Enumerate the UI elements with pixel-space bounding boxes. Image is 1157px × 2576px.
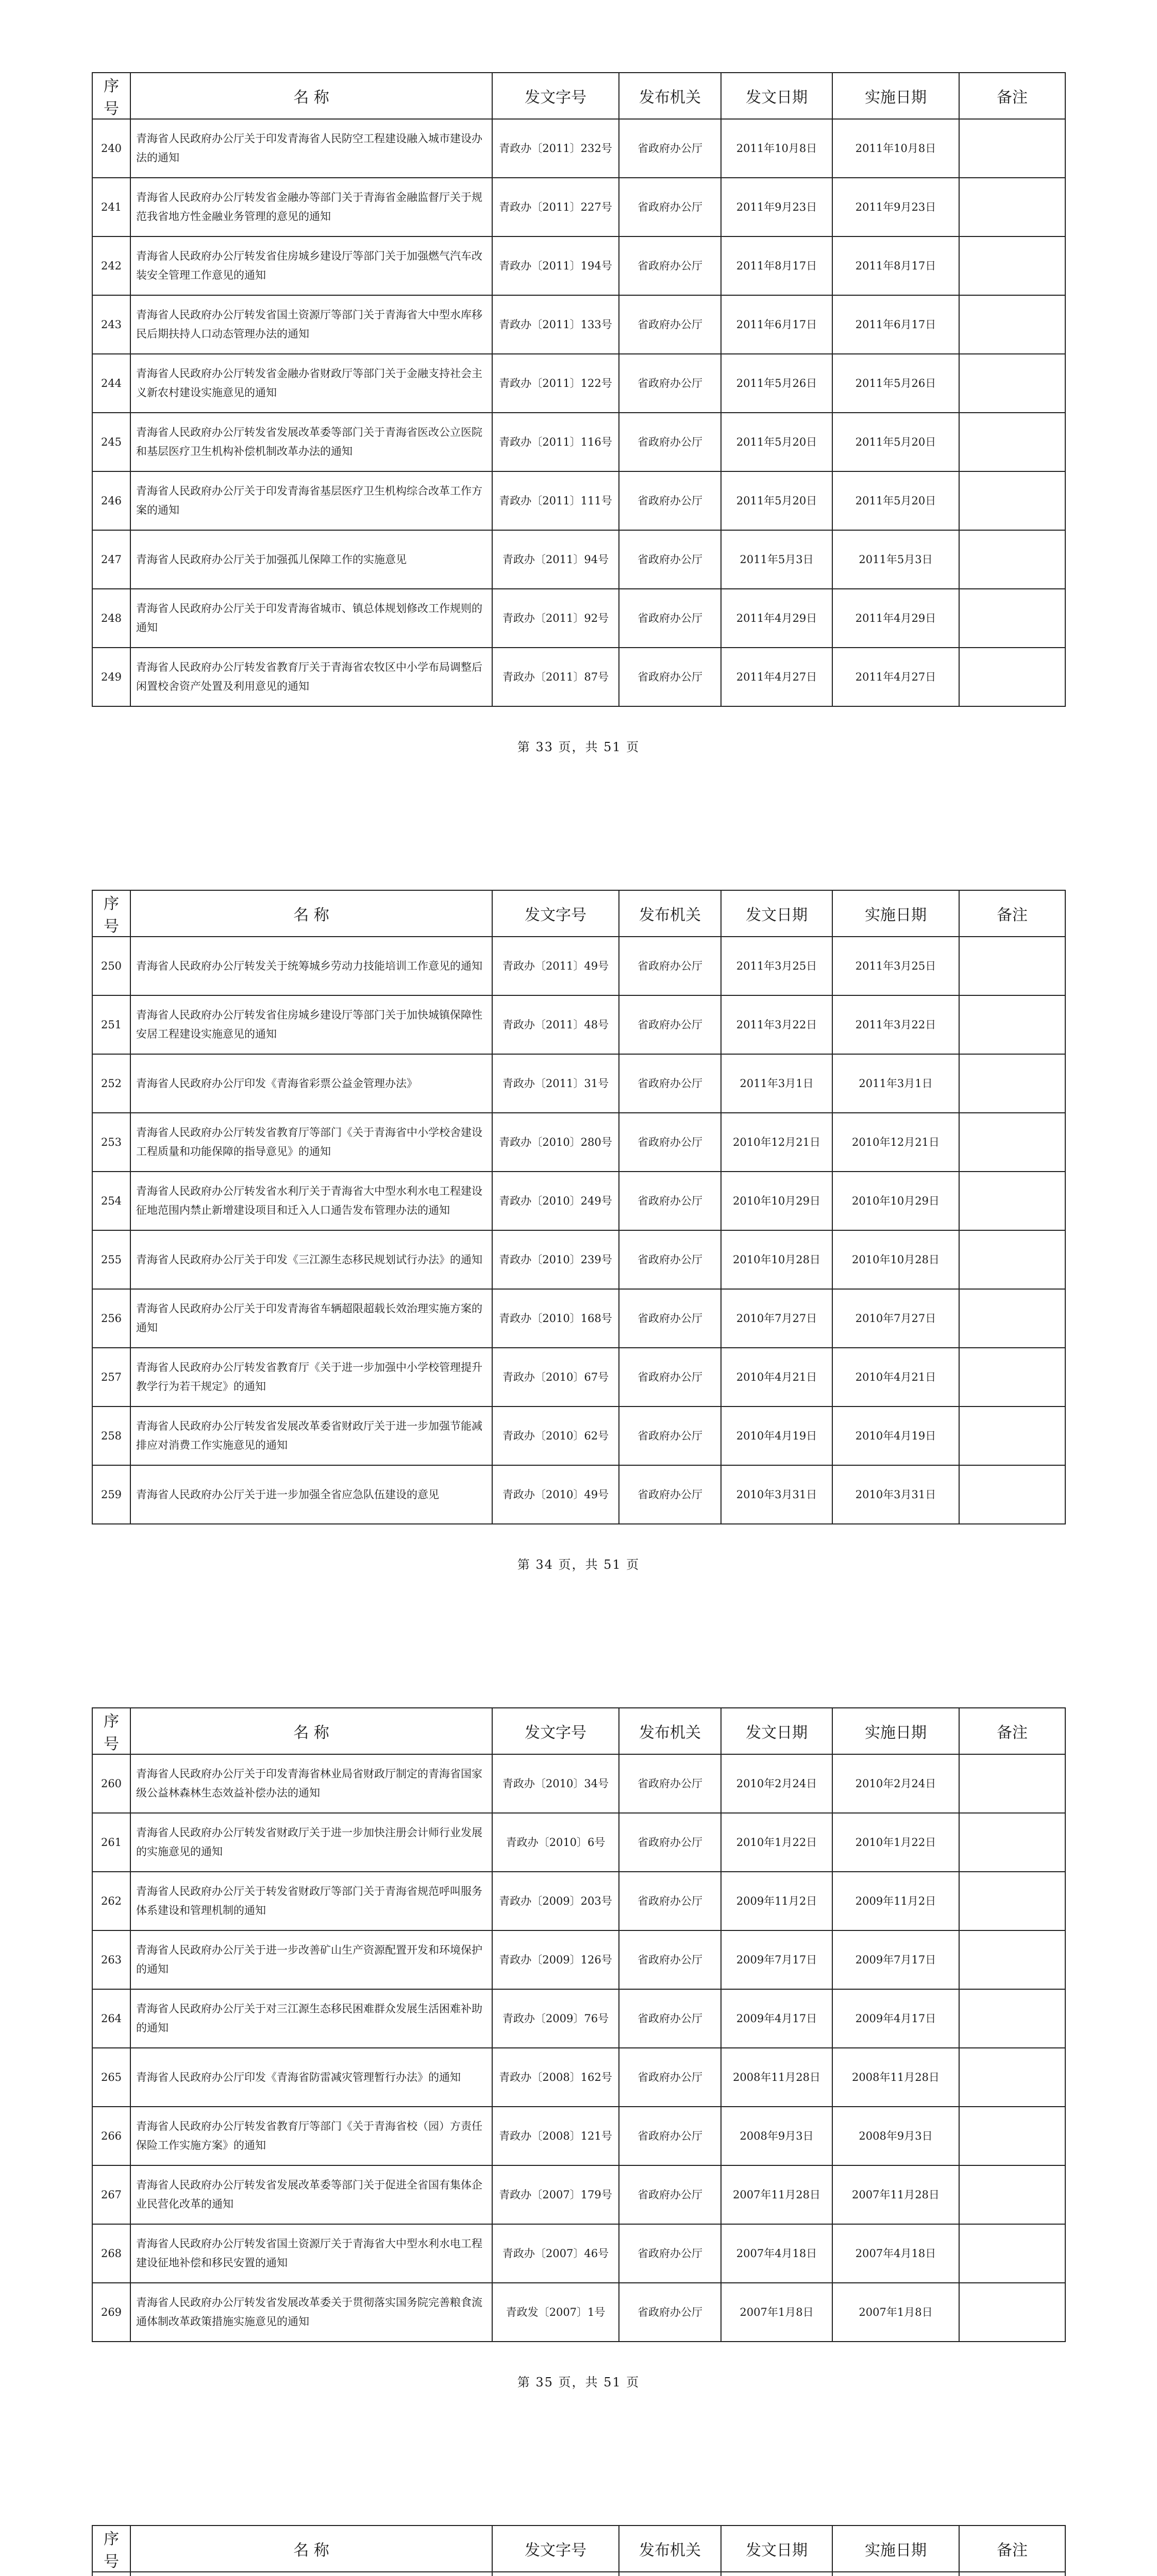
cell-remark bbox=[959, 354, 1065, 413]
cell-issue-date: 2011年5月20日 bbox=[721, 471, 832, 530]
cell-effective-date: 2010年4月21日 bbox=[832, 1348, 959, 1406]
cell-name: 青海省人民政府办公厅关于印发青海省车辆超限超载长效治理实施方案的通知 bbox=[130, 1289, 492, 1348]
cell-remark bbox=[959, 589, 1065, 648]
cell-name: 青海省人民政府办公厅转发省发展改革委等部门关于促进全省国有集体企业民营化改革的通知 bbox=[130, 2165, 492, 2224]
cell-seq: 260 bbox=[92, 1754, 130, 1813]
cell-name: 青海省人民政府办公厅转发省发展改革委关于贯彻落实国务院完善粮食流通体制改革政策措施实施意见的通知 bbox=[130, 2283, 492, 2342]
cell-issue-date: 2011年9月23日 bbox=[721, 178, 832, 236]
cell-effective-date: 2011年4月29日 bbox=[832, 589, 959, 648]
column-header-effective-date: 实施日期 bbox=[832, 2526, 959, 2572]
cell-seq: 247 bbox=[92, 530, 130, 589]
cell-doc-no: 青政办〔2011〕94号 bbox=[492, 530, 619, 589]
cell-effective-date: 2011年5月26日 bbox=[832, 354, 959, 413]
cell-seq: 263 bbox=[92, 1930, 130, 1989]
cell-remark bbox=[959, 2107, 1065, 2165]
cell-effective-date: 2007年11月28日 bbox=[832, 2165, 959, 2224]
cell-seq: 246 bbox=[92, 471, 130, 530]
cell-issue-date: 2007年1月8日 bbox=[721, 2283, 832, 2342]
cell-remark bbox=[959, 2572, 1065, 2576]
cell-effective-date: 2009年11月2日 bbox=[832, 1872, 959, 1930]
cell-remark bbox=[959, 1930, 1065, 1989]
cell-effective-date: 2007年4月18日 bbox=[832, 2224, 959, 2283]
cell-doc-no: 青政办〔2011〕133号 bbox=[492, 295, 619, 354]
cell-seq: 258 bbox=[92, 1406, 130, 1465]
column-header-issuer: 发布机关 bbox=[619, 2526, 721, 2572]
cell-name: 青海省人民政府办公厅转发省国土资源厅关于青海省大中型水利水电工程建设征地补偿和移民安置的通知 bbox=[130, 2224, 492, 2283]
column-header-issuer: 发布机关 bbox=[619, 1708, 721, 1754]
table-row bbox=[92, 413, 1065, 471]
regulation-table bbox=[92, 890, 1066, 1524]
cell-issuer: 省政府办公厅 bbox=[619, 2107, 721, 2165]
cell-name: 青海省人民政府办公厅转发省教育厅等部门《关于青海省中小学校舍建设工程质量和功能保障的指导意见》的通知 bbox=[130, 1113, 492, 1172]
cell-remark bbox=[959, 1172, 1065, 1230]
cell-seq bbox=[92, 2572, 130, 2576]
cell-issuer: 省政府办公厅 bbox=[619, 2165, 721, 2224]
cell-doc-no: 青政办〔2007〕46号 bbox=[492, 2224, 619, 2283]
cell-seq: 264 bbox=[92, 1989, 130, 2048]
regulation-table bbox=[92, 2525, 1066, 2576]
cell-doc-no: 青政办〔2010〕34号 bbox=[492, 1754, 619, 1813]
cell-effective-date: 2011年9月23日 bbox=[832, 178, 959, 236]
cell-issuer: 省政府办公厅 bbox=[619, 530, 721, 589]
cell-effective-date: 2009年4月17日 bbox=[832, 1989, 959, 2048]
cell-effective-date: 2010年4月19日 bbox=[832, 1406, 959, 1465]
cell-issue-date: 2011年5月26日 bbox=[721, 354, 832, 413]
cell-seq: 255 bbox=[92, 1230, 130, 1289]
cell-issuer: 省政府办公厅 bbox=[619, 119, 721, 178]
cell-seq: 261 bbox=[92, 1813, 130, 1872]
cell-doc-no: 青政办〔2009〕126号 bbox=[492, 1930, 619, 1989]
cell-name: 青海省人民政府办公厅转发省住房城乡建设厅等部门关于加快城镇保障性安居工程建设实施意见的通知 bbox=[130, 995, 492, 1054]
cell-issue-date: 2010年10月29日 bbox=[721, 1172, 832, 1230]
cell-doc-no: 青政办〔2010〕239号 bbox=[492, 1230, 619, 1289]
cell-issuer: 省政府办公厅 bbox=[619, 354, 721, 413]
table-header-row bbox=[92, 890, 1065, 937]
column-header-name: 名 称 bbox=[130, 73, 492, 119]
cell-doc-no: 青政办〔2011〕49号 bbox=[492, 937, 619, 995]
cell-effective-date: 2011年5月20日 bbox=[832, 471, 959, 530]
table-row bbox=[92, 2165, 1065, 2224]
cell-issuer: 省政府办公厅 bbox=[619, 1113, 721, 1172]
table-header-row bbox=[92, 2526, 1065, 2572]
table-row bbox=[92, 1465, 1065, 1524]
cell-effective-date: 2008年11月28日 bbox=[832, 2048, 959, 2107]
table-body bbox=[92, 2572, 1065, 2576]
cell-issuer: 省政府办公厅 bbox=[619, 1172, 721, 1230]
cell-issuer: 省政府办公厅 bbox=[619, 236, 721, 295]
cell-issuer: 省政府办公厅 bbox=[619, 1465, 721, 1524]
cell-seq: 269 bbox=[92, 2283, 130, 2342]
column-header-seq: 序号 bbox=[92, 1708, 130, 1754]
cell-name: 青海省人民政府办公厅转发省水利厅关于青海省大中型水利水电工程建设征地范围内禁止新增建设项目和迁入人口通告发布管理办法的通知 bbox=[130, 1172, 492, 1230]
cell-remark bbox=[959, 236, 1065, 295]
cell-name: 青海省人民政府办公厅转发省财政厅关于进一步加快注册会计师行业发展的实施意见的通知 bbox=[130, 1813, 492, 1872]
table-header-row bbox=[92, 1708, 1065, 1754]
cell-remark bbox=[959, 1754, 1065, 1813]
cell-doc-no: 青政办〔2009〕76号 bbox=[492, 1989, 619, 2048]
cell-effective-date: 2011年3月22日 bbox=[832, 995, 959, 1054]
cell-doc-no: 青政办〔2011〕227号 bbox=[492, 178, 619, 236]
table-row bbox=[92, 1289, 1065, 1348]
cell-seq: 252 bbox=[92, 1054, 130, 1113]
table-row bbox=[92, 2107, 1065, 2165]
cell-effective-date: 2011年10月8日 bbox=[832, 119, 959, 178]
column-header-seq: 序号 bbox=[92, 2526, 130, 2572]
cell-issuer: 省政府办公厅 bbox=[619, 1348, 721, 1406]
cell-seq: 265 bbox=[92, 2048, 130, 2107]
table-row bbox=[92, 471, 1065, 530]
column-header-doc-no: 发文字号 bbox=[492, 73, 619, 119]
cell-seq: 253 bbox=[92, 1113, 130, 1172]
cell-effective-date: 2011年4月27日 bbox=[832, 648, 959, 706]
cell-remark bbox=[959, 2224, 1065, 2283]
column-header-name: 名 称 bbox=[130, 890, 492, 937]
cell-name: 青海省人民政府办公厅关于印发青海省基层医疗卫生机构综合改革工作方案的通知 bbox=[130, 471, 492, 530]
cell-name: 青海省人民政府办公厅转发省教育厅关于青海省农牧区中小学布局调整后闲置校舍资产处置及利用意见的通知 bbox=[130, 648, 492, 706]
cell-name: 青海省人民政府办公厅转发省发展改革委等部门关于青海省医改公立医院和基层医疗卫生机构补偿机制改革办法的通知 bbox=[130, 413, 492, 471]
cell-name: 青海省人民政府办公厅关于印发青海省林业局省财政厅制定的青海省国家级公益林森林生态效益补偿办法的通知 bbox=[130, 1754, 492, 1813]
table-row bbox=[92, 937, 1065, 995]
cell-remark bbox=[959, 2283, 1065, 2342]
cell-doc-no: 青政办〔2010〕62号 bbox=[492, 1406, 619, 1465]
cell-issue-date: 2009年4月17日 bbox=[721, 1989, 832, 2048]
table-row bbox=[92, 1989, 1065, 2048]
cell-remark bbox=[959, 1872, 1065, 1930]
cell-seq: 249 bbox=[92, 648, 130, 706]
cell-doc-no: 青政办〔2011〕48号 bbox=[492, 995, 619, 1054]
cell-name: 青海省人民政府办公厅关于印发青海省城市、镇总体规划修改工作规则的通知 bbox=[130, 589, 492, 648]
cell-issue-date: 2011年3月1日 bbox=[721, 1054, 832, 1113]
cell-issue-date: 2010年4月19日 bbox=[721, 1406, 832, 1465]
cell-name: 青海省人民政府办公厅关于印发青海省人民防空工程建设融入城市建设办法的通知 bbox=[130, 119, 492, 178]
cell-remark bbox=[959, 1989, 1065, 2048]
cell-name: 青海省人民政府办公厅关于进一步改善矿山生产资源配置开发和环境保护的通知 bbox=[130, 1930, 492, 1989]
cell-effective-date: 2010年3月31日 bbox=[832, 1465, 959, 1524]
cell-remark bbox=[959, 1054, 1065, 1113]
cell-seq: 257 bbox=[92, 1348, 130, 1406]
column-header-issuer: 发布机关 bbox=[619, 890, 721, 937]
table-header-row bbox=[92, 73, 1065, 119]
cell-issuer: 省政府办公厅 bbox=[619, 937, 721, 995]
column-header-issue-date: 发文日期 bbox=[721, 1708, 832, 1754]
cell-issue-date: 2010年10月28日 bbox=[721, 1230, 832, 1289]
cell-doc-no: 青政办〔2010〕280号 bbox=[492, 1113, 619, 1172]
document-page bbox=[0, 1635, 1157, 2453]
cell-effective-date: 2011年6月17日 bbox=[832, 295, 959, 354]
column-header-doc-no: 发文字号 bbox=[492, 1708, 619, 1754]
cell-issue-date: 2011年3月22日 bbox=[721, 995, 832, 1054]
cell-issuer: 省政府办公厅 bbox=[619, 1989, 721, 2048]
table-row bbox=[92, 1872, 1065, 1930]
cell-issuer: 省政府办公厅 bbox=[619, 1289, 721, 1348]
cell-seq: 256 bbox=[92, 1289, 130, 1348]
cell-name: 青海省人民政府办公厅关于印发《三江源生态移民规划试行办法》的通知 bbox=[130, 1230, 492, 1289]
cell-name: 青海省人民政府办公厅转发省金融办省财政厅等部门关于金融支持社会主义新农村建设实施意见的通知 bbox=[130, 354, 492, 413]
cell-seq: 242 bbox=[92, 236, 130, 295]
cell-issuer bbox=[619, 2572, 721, 2576]
cell-remark bbox=[959, 648, 1065, 706]
cell-issuer: 省政府办公厅 bbox=[619, 295, 721, 354]
cell-remark bbox=[959, 1113, 1065, 1172]
cell-issue-date: 2010年7月27日 bbox=[721, 1289, 832, 1348]
cell-doc-no: 青政办〔2011〕116号 bbox=[492, 413, 619, 471]
cell-issue-date: 2011年8月17日 bbox=[721, 236, 832, 295]
table-row bbox=[92, 1054, 1065, 1113]
cell-doc-no: 青政办〔2009〕203号 bbox=[492, 1872, 619, 1930]
table-row bbox=[92, 2224, 1065, 2283]
cell-doc-no: 青政办〔2011〕232号 bbox=[492, 119, 619, 178]
cell-issuer: 省政府办公厅 bbox=[619, 648, 721, 706]
column-header-remark: 备注 bbox=[959, 2526, 1065, 2572]
cell-seq: 268 bbox=[92, 2224, 130, 2283]
cell-name: 青海省人民政府办公厅转发省国土资源厅等部门关于青海省大中型水库移民后期扶持人口动态管理办法的通知 bbox=[130, 295, 492, 354]
cell-doc-no: 青政办〔2011〕194号 bbox=[492, 236, 619, 295]
cell-doc-no: 青政办〔2011〕122号 bbox=[492, 354, 619, 413]
cell-remark bbox=[959, 1230, 1065, 1289]
cell-effective-date: 2011年8月17日 bbox=[832, 236, 959, 295]
cell-name: 青海省人民政府办公厅转发关于统筹城乡劳动力技能培训工作意见的通知 bbox=[130, 937, 492, 995]
document-page bbox=[0, 0, 1157, 818]
cell-doc-no: 青政发〔2007〕1号 bbox=[492, 2283, 619, 2342]
cell-name: 青海省人民政府办公厅关于转发省财政厅等部门关于青海省规范呼叫服务体系建设和管理机制的通知 bbox=[130, 1872, 492, 1930]
cell-name: 青海省人民政府办公厅转发省住房城乡建设厅等部门关于加强燃气汽车改装安全管理工作意见的通知 bbox=[130, 236, 492, 295]
cell-name: 青海省人民政府办公厅印发《青海省彩票公益金管理办法》 bbox=[130, 1054, 492, 1113]
cell-issuer: 省政府办公厅 bbox=[619, 2224, 721, 2283]
cell-issue-date: 2011年5月20日 bbox=[721, 413, 832, 471]
cell-seq: 267 bbox=[92, 2165, 130, 2224]
table-row bbox=[92, 1813, 1065, 1872]
cell-effective-date: 2007年1月8日 bbox=[832, 2283, 959, 2342]
table-row bbox=[92, 354, 1065, 413]
cell-effective-date: 2008年9月3日 bbox=[832, 2107, 959, 2165]
table-row bbox=[92, 1754, 1065, 1813]
cell-doc-no: 青政办〔2010〕67号 bbox=[492, 1348, 619, 1406]
cell-issue-date: 2011年4月27日 bbox=[721, 648, 832, 706]
cell-issuer: 省政府办公厅 bbox=[619, 413, 721, 471]
cell-remark bbox=[959, 530, 1065, 589]
table-row bbox=[92, 1113, 1065, 1172]
cell-issuer: 省政府办公厅 bbox=[619, 995, 721, 1054]
column-header-issue-date: 发文日期 bbox=[721, 2526, 832, 2572]
cell-remark bbox=[959, 471, 1065, 530]
cell-remark bbox=[959, 1406, 1065, 1465]
cell-issue-date: 2010年1月22日 bbox=[721, 1813, 832, 1872]
cell-seq: 243 bbox=[92, 295, 130, 354]
cell-name: 青海省人民政府办公厅关于对三江源生态移民困难群众发展生活困难补助的通知 bbox=[130, 1989, 492, 2048]
cell-doc-no bbox=[492, 2572, 619, 2576]
cell-effective-date: 2010年1月22日 bbox=[832, 1813, 959, 1872]
page-number-footer: 第 35 页，共 51 页 bbox=[517, 2375, 640, 2389]
cell-effective-date: 2011年3月1日 bbox=[832, 1054, 959, 1113]
cell-seq: 240 bbox=[92, 119, 130, 178]
document-page bbox=[0, 2453, 1157, 2576]
cell-effective-date: 2011年3月25日 bbox=[832, 937, 959, 995]
page-number-footer: 第 33 页，共 51 页 bbox=[517, 740, 640, 754]
table-row bbox=[92, 1230, 1065, 1289]
table-row bbox=[92, 1348, 1065, 1406]
column-header-effective-date: 实施日期 bbox=[832, 1708, 959, 1754]
column-header-effective-date: 实施日期 bbox=[832, 890, 959, 937]
cell-remark bbox=[959, 2048, 1065, 2107]
cell-issue-date: 2011年3月25日 bbox=[721, 937, 832, 995]
document-page bbox=[0, 818, 1157, 1635]
cell-effective-date: 2009年7月17日 bbox=[832, 1930, 959, 1989]
table-row bbox=[92, 1172, 1065, 1230]
column-header-doc-no: 发文字号 bbox=[492, 890, 619, 937]
cell-name: 青海省人民政府办公厅转发省发展改革委省财政厅关于进一步加强节能减排应对消费工作实施意见的通知 bbox=[130, 1406, 492, 1465]
cell-issue-date: 2010年2月24日 bbox=[721, 1754, 832, 1813]
cell-issuer: 省政府办公厅 bbox=[619, 1872, 721, 1930]
cell-name: 青海省人民政府办公厅转发省金融办等部门关于青海省金融监督厅关于规范我省地方性金融业务管理的意见的通知 bbox=[130, 178, 492, 236]
cell-issue-date: 2011年5月3日 bbox=[721, 530, 832, 589]
column-header-remark: 备注 bbox=[959, 890, 1065, 937]
cell-issue-date: 2011年10月8日 bbox=[721, 119, 832, 178]
table-row bbox=[92, 2048, 1065, 2107]
cell-doc-no: 青政办〔2011〕111号 bbox=[492, 471, 619, 530]
table-body bbox=[92, 1754, 1065, 2342]
cell-issue-date: 2007年4月18日 bbox=[721, 2224, 832, 2283]
table-row bbox=[92, 178, 1065, 236]
table-row bbox=[92, 589, 1065, 648]
cell-issue-date bbox=[721, 2572, 832, 2576]
cell-issue-date: 2009年11月2日 bbox=[721, 1872, 832, 1930]
cell-doc-no: 青政办〔2011〕92号 bbox=[492, 589, 619, 648]
table-row bbox=[92, 295, 1065, 354]
table-row bbox=[92, 995, 1065, 1054]
cell-issuer: 省政府办公厅 bbox=[619, 1230, 721, 1289]
cell-seq: 262 bbox=[92, 1872, 130, 1930]
column-header-name: 名 称 bbox=[130, 2526, 492, 2572]
table-row bbox=[92, 2283, 1065, 2342]
table-row bbox=[92, 1930, 1065, 1989]
cell-seq: 254 bbox=[92, 1172, 130, 1230]
column-header-effective-date: 实施日期 bbox=[832, 73, 959, 119]
cell-effective-date: 2011年5月20日 bbox=[832, 413, 959, 471]
regulation-table bbox=[92, 72, 1066, 707]
cell-doc-no: 青政办〔2010〕6号 bbox=[492, 1813, 619, 1872]
table-row bbox=[92, 119, 1065, 178]
cell-doc-no: 青政办〔2008〕121号 bbox=[492, 2107, 619, 2165]
cell-doc-no: 青政办〔2011〕31号 bbox=[492, 1054, 619, 1113]
cell-issue-date: 2007年11月28日 bbox=[721, 2165, 832, 2224]
cell-doc-no: 青政办〔2010〕249号 bbox=[492, 1172, 619, 1230]
cell-seq: 251 bbox=[92, 995, 130, 1054]
cell-issue-date: 2011年6月17日 bbox=[721, 295, 832, 354]
table-body bbox=[92, 119, 1065, 706]
cell-seq: 241 bbox=[92, 178, 130, 236]
cell-remark bbox=[959, 178, 1065, 236]
cell-seq: 250 bbox=[92, 937, 130, 995]
cell-doc-no: 青政办〔2010〕49号 bbox=[492, 1465, 619, 1524]
cell-name: 青海省人民政府办公厅转发省教育厅《关于进一步加强中小学校管理提升教学行为若干规定》的通知 bbox=[130, 1348, 492, 1406]
column-header-issue-date: 发文日期 bbox=[721, 890, 832, 937]
column-header-doc-no: 发文字号 bbox=[492, 2526, 619, 2572]
cell-issue-date: 2011年4月29日 bbox=[721, 589, 832, 648]
cell-seq: 259 bbox=[92, 1465, 130, 1524]
column-header-remark: 备注 bbox=[959, 1708, 1065, 1754]
cell-issuer: 省政府办公厅 bbox=[619, 471, 721, 530]
cell-doc-no: 青政办〔2008〕162号 bbox=[492, 2048, 619, 2107]
cell-name: 青海省人民政府办公厅转发省教育厅等部门《关于青海省校（园）方责任保险工作实施方案》的通知 bbox=[130, 2107, 492, 2165]
cell-issuer: 省政府办公厅 bbox=[619, 2283, 721, 2342]
column-header-seq: 序号 bbox=[92, 73, 130, 119]
cell-name bbox=[130, 2572, 492, 2576]
cell-remark bbox=[959, 937, 1065, 995]
column-header-issue-date: 发文日期 bbox=[721, 73, 832, 119]
cell-effective-date: 2010年10月28日 bbox=[832, 1230, 959, 1289]
cell-issue-date: 2010年12月21日 bbox=[721, 1113, 832, 1172]
cell-effective-date bbox=[832, 2572, 959, 2576]
cell-effective-date: 2010年7月27日 bbox=[832, 1289, 959, 1348]
cell-issue-date: 2009年7月17日 bbox=[721, 1930, 832, 1989]
page-number-footer: 第 34 页，共 51 页 bbox=[517, 1557, 640, 1572]
cell-issuer: 省政府办公厅 bbox=[619, 1813, 721, 1872]
cell-name: 青海省人民政府办公厅关于进一步加强全省应急队伍建设的意见 bbox=[130, 1465, 492, 1524]
cell-issue-date: 2010年3月31日 bbox=[721, 1465, 832, 1524]
cell-issuer: 省政府办公厅 bbox=[619, 589, 721, 648]
cell-issuer: 省政府办公厅 bbox=[619, 1054, 721, 1113]
cell-effective-date: 2010年2月24日 bbox=[832, 1754, 959, 1813]
cell-remark bbox=[959, 2165, 1065, 2224]
cell-doc-no: 青政办〔2007〕179号 bbox=[492, 2165, 619, 2224]
column-header-issuer: 发布机关 bbox=[619, 73, 721, 119]
table-row bbox=[92, 648, 1065, 706]
cell-seq: 266 bbox=[92, 2107, 130, 2165]
cell-issue-date: 2010年4月21日 bbox=[721, 1348, 832, 1406]
cell-name: 青海省人民政府办公厅关于加强孤儿保障工作的实施意见 bbox=[130, 530, 492, 589]
cell-issuer: 省政府办公厅 bbox=[619, 2048, 721, 2107]
cell-remark bbox=[959, 1813, 1065, 1872]
table-row bbox=[92, 2572, 1065, 2576]
table-row bbox=[92, 530, 1065, 589]
column-header-remark: 备注 bbox=[959, 73, 1065, 119]
cell-effective-date: 2010年12月21日 bbox=[832, 1113, 959, 1172]
cell-remark bbox=[959, 295, 1065, 354]
cell-issue-date: 2008年11月28日 bbox=[721, 2048, 832, 2107]
table-body bbox=[92, 937, 1065, 1524]
cell-effective-date: 2010年10月29日 bbox=[832, 1172, 959, 1230]
cell-issuer: 省政府办公厅 bbox=[619, 1930, 721, 1989]
cell-remark bbox=[959, 1289, 1065, 1348]
cell-doc-no: 青政办〔2010〕168号 bbox=[492, 1289, 619, 1348]
cell-seq: 245 bbox=[92, 413, 130, 471]
cell-name: 青海省人民政府办公厅印发《青海省防雷减灾管理暂行办法》的通知 bbox=[130, 2048, 492, 2107]
cell-issue-date: 2008年9月3日 bbox=[721, 2107, 832, 2165]
table-row bbox=[92, 236, 1065, 295]
cell-remark bbox=[959, 1348, 1065, 1406]
table-row bbox=[92, 1406, 1065, 1465]
cell-effective-date: 2011年5月3日 bbox=[832, 530, 959, 589]
column-header-name: 名 称 bbox=[130, 1708, 492, 1754]
cell-remark bbox=[959, 413, 1065, 471]
cell-remark bbox=[959, 1465, 1065, 1524]
cell-seq: 244 bbox=[92, 354, 130, 413]
cell-remark bbox=[959, 995, 1065, 1054]
cell-issuer: 省政府办公厅 bbox=[619, 1754, 721, 1813]
cell-issuer: 省政府办公厅 bbox=[619, 178, 721, 236]
cell-issuer: 省政府办公厅 bbox=[619, 1406, 721, 1465]
regulation-table bbox=[92, 1707, 1066, 2342]
cell-remark bbox=[959, 119, 1065, 178]
cell-seq: 248 bbox=[92, 589, 130, 648]
cell-doc-no: 青政办〔2011〕87号 bbox=[492, 648, 619, 706]
column-header-seq: 序号 bbox=[92, 890, 130, 937]
